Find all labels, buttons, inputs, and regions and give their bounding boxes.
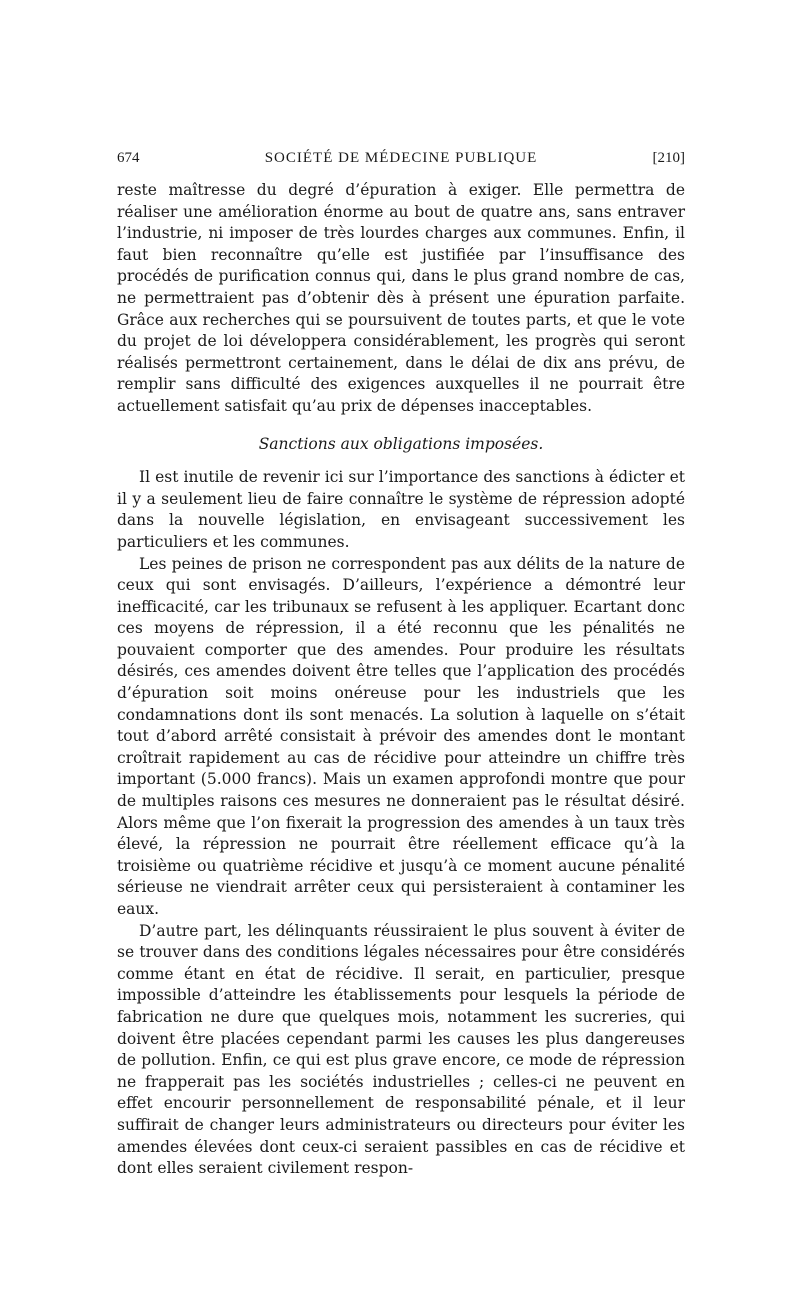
paragraph-sanctions-intro: Il est inutile de revenir ici sur l’importance des sanctions à édicter et il y a seulement lieu de faire connaître le système de répression adopté dans la nouvelle législation, en envisageant successivement les particuliers et les communes. (117, 468, 685, 551)
paragraph-prison-penalties: Les peines de prison ne correspondent pas aux délits de la nature de ceux qui sont envisagés. D’ailleurs, l’expérience a démontré leur inefficacité, car les tribunaux se refusent à les appliquer. Ecartant donc ces moyens de répression, il a été reconnu que les pénalités ne pouvaient comporter que des amendes. Pour produire les résultats désirés, ces amendes doivent être telles que l’application des procédés d’épuration soit moins onéreuse pour les industriels que les condamnations dont ils sont menacés. La solution à laquelle on s’était tout d’abord arrêté consistait à prévoir des amendes dont le montant croîtrait rapidement au cas de récidive pour atteindre un chiffre très important (5.000 francs). Mais un examen approfondi montre que pour de multiples raisons ces mesures ne donneraient pas le résultat désiré. Alors même que l’on fixerait la progression des amendes à un taux très élevé, la répression ne pourrait être réellement efficace qu’à la troisième ou quatrième récidive et jusqu’à ce moment aucune pénalité sérieuse ne viendrait arrêter ceux qui persisteraient à contaminer les eaux. (117, 554, 685, 918)
page-number: 674 (117, 150, 140, 166)
page-header (117, 150, 685, 172)
running-title: SOCIÉTÉ DE MÉDECINE PUBLIQUE (264, 150, 538, 166)
paragraph-delinquents: D’autre part, les délinquants réussiraient le plus souvent à éviter de se trouver dans des conditions légales nécessaires pour être considérés comme étant en état de récidive. Il serait, en particulier, presque impossible d’atteindre les établissements pour lesquels la période de fabrication ne dure que quelques mois, notamment les sucreries, qui doivent être placées cependant parmi les causes les plus dangereuses de pollution. Enfin, ce qui est plus grave encore, ce mode de répression ne frapperait pas les sociétés industrielles ; celles-ci ne peuvent en effet encourir personnellement de responsabilité pénale, et il leur suffirait de changer leurs administrateurs ou directeurs pour éviter les amendes élevées dont ceux-ci seraient passibles en cas de récidive et dont elles seraient civilement respon- (117, 921, 685, 1178)
section-number: [210] (652, 150, 685, 166)
body-text (117, 180, 685, 1180)
section-subtitle: Sanctions aux obligations imposées. (258, 434, 544, 453)
paragraph-continuation: reste maîtresse du degré d’épuration à exiger. Elle permettra de réaliser une amélioration énorme au bout de quatre ans, sans entraver l’industrie, ni imposer de très lourdes charges aux communes. Enfin, il faut bien reconnaître qu’elle est justifiée par l’insuffisance des procédés de purification connus qui, dans le plus grand nombre de cas, ne permettraient pas d’obtenir dès à présent une épuration parfaite. Grâce aux recherches qui se poursuivent de toutes parts, et que le vote du projet de loi développera considérablement, les progrès qui seront réalisés permettront certainement, dans le délai de dix ans prévu, de remplir sans difficulté des exigences auxquelles il ne pourrait être actuellement satisfait qu’au prix de dépenses inacceptables. (117, 181, 685, 415)
